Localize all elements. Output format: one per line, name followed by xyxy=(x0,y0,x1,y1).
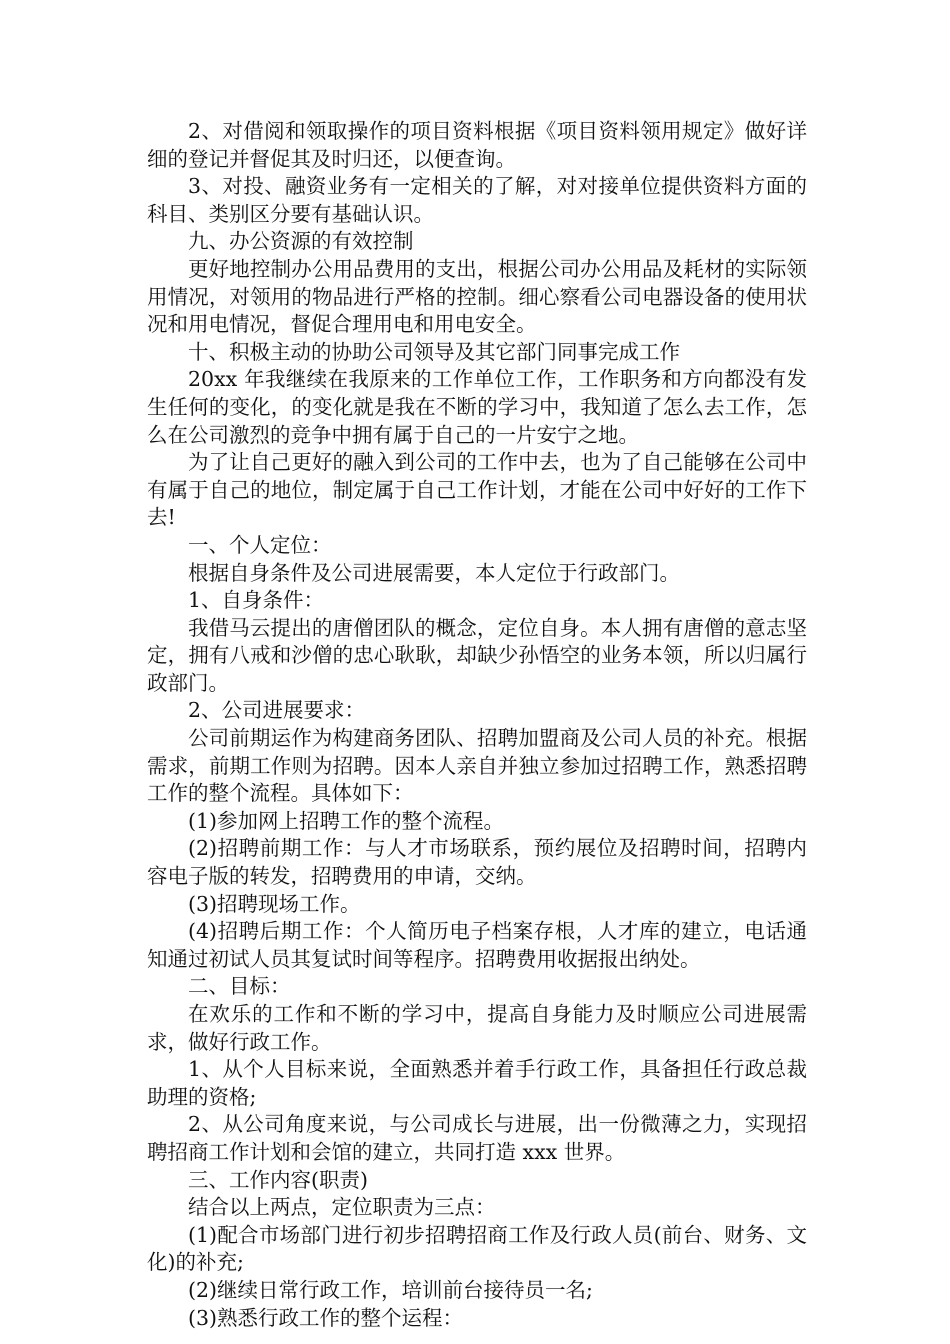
paragraph: 我借马云提出的唐僧团队的概念，定位自身。本人拥有唐僧的意志坚定，拥有八戒和沙僧的忠心耿耿，却缺少孙悟空的业务本领，所以归属行政部门。 xyxy=(147,615,807,695)
list-item: (4)招聘后期工作：个人简历电子档案存根，人才库的建立，电话通知通过初试人员其复试时间等程序。招聘费用收据报出纳处。 xyxy=(147,919,807,971)
subsection-heading: 1、自身条件： xyxy=(188,588,325,613)
paragraph: 公司前期运作为构建商务团队、招聘加盟商及公司人员的补充。根据需求，前期工作则为招聘。因本人亲自并独立参加过招聘工作，熟悉招聘工作的整个流程。具体如下： xyxy=(147,726,807,806)
paragraph: 2、对借阅和领取操作的项目资料根据《项目资料领用规定》做好详细的登记并督促其及时归还，以便查询。 xyxy=(147,119,807,171)
paragraph: 2、从公司角度来说，与公司成长与进展，出一份微薄之力，实现招聘招商工作计划和会馆的建立，共同打造 xxx 世界。 xyxy=(147,1112,807,1164)
paragraph: 结合以上两点，定位职责为三点： xyxy=(188,1195,496,1220)
section-heading: 一、个人定位： xyxy=(188,532,332,557)
paragraph: 更好地控制办公用品费用的支出，根据公司办公用品及耗材的实际领用情况，对领用的物品进行严格的控制。细心察看公司电器设备的使用状况和用电情况，督促合理用电和用电安全。 xyxy=(147,256,807,337)
list-item: (3)熟悉行政工作的整个运程： xyxy=(188,1305,464,1330)
section-heading: 二、目标： xyxy=(188,974,291,999)
section-heading: 三、工作内容(职责) xyxy=(188,1167,368,1192)
subsection-heading: 2、公司进展要求： xyxy=(188,698,366,723)
paragraph: 在欢乐的工作和不断的学习中，提高自身能力及时顺应公司进展需求，做好行政工作。 xyxy=(147,1002,807,1054)
section-heading: 九、办公资源的有效控制 xyxy=(188,229,414,254)
list-item: (2)招聘前期工作：与人才市场联系，预约展位及招聘时间，招聘内容电子版的转发，招聘费用的申请，交纳。 xyxy=(147,836,807,889)
list-item: (3)招聘现场工作。 xyxy=(188,891,361,916)
section-heading: 十、积极主动的协助公司领导及其它部门同事完成工作 xyxy=(188,339,680,364)
paragraph: 1、从个人目标来说，全面熟悉并着手行政工作，具备担任行政总裁助理的资格; xyxy=(147,1057,807,1109)
list-item: (2)继续日常行政工作，培训前台接待员一名; xyxy=(188,1277,593,1302)
paragraph: 根据自身条件及公司进展需要，本人定位于行政部门。 xyxy=(188,560,680,585)
list-item: (1)配合市场部门进行初步招聘招商工作及行政人员(前台、财务、文化)的补充; xyxy=(147,1222,807,1275)
document-body xyxy=(147,118,807,1332)
paragraph: 为了让自己更好的融入到公司的工作中去，也为了自己能够在公司中有属于自己的地位，制定属于自己工作计划，才能在公司中好好的工作下去! xyxy=(147,450,807,530)
paragraph: 20xx 年我继续在我原来的工作单位工作，工作职务和方向都没有发生任何的变化，的变化就是我在不断的学习中，我知道了怎么去工作，怎么在公司激烈的竞争中拥有属于自己的一片安宁之地。 xyxy=(147,367,807,447)
paragraph: 3、对投、融资业务有一定相关的了解，对对接单位提供资料方面的科目、类别区分要有基础认识。 xyxy=(147,174,807,226)
list-item: (1)参加网上招聘工作的整个流程。 xyxy=(188,808,505,833)
